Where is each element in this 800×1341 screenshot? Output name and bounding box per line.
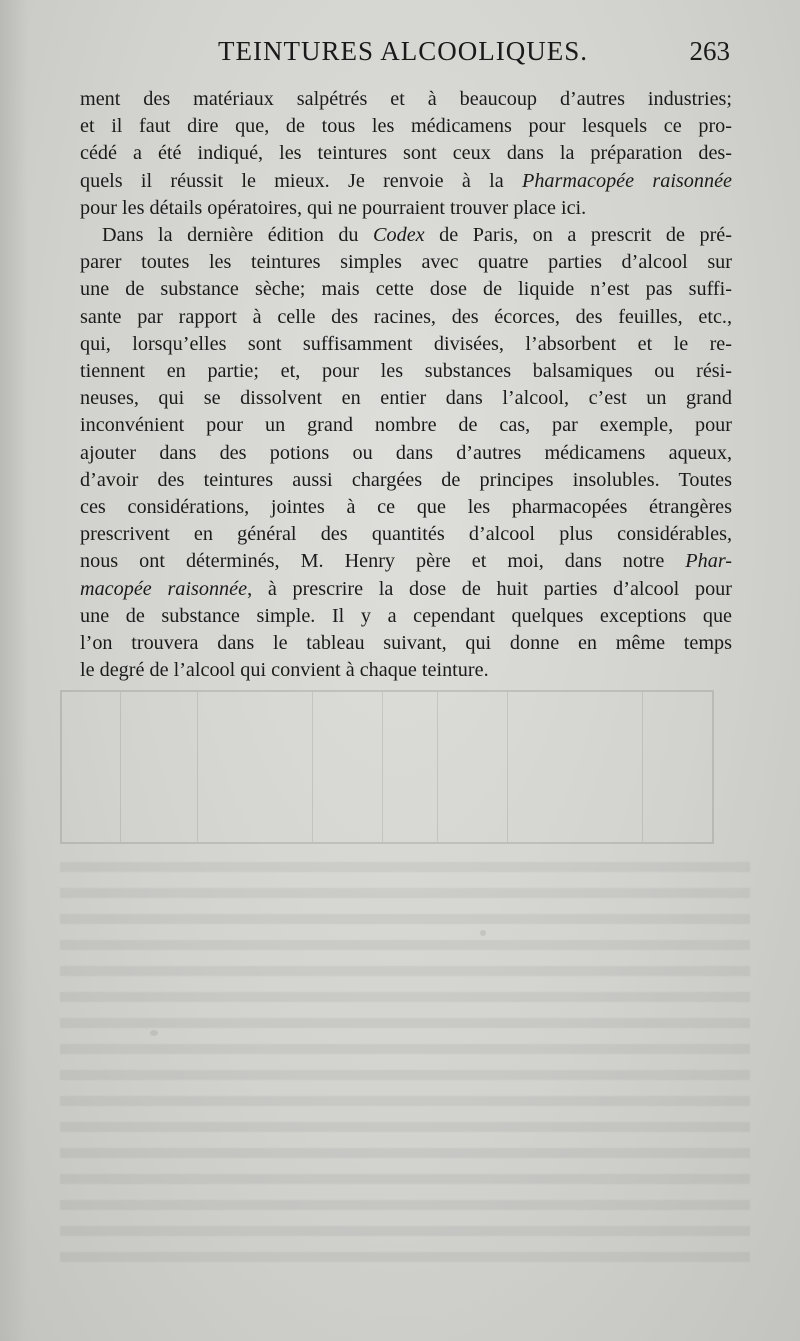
text-line: d’avoir des teintures aussi chargées de principes insolubles. Toutes <box>80 468 732 491</box>
text-line: pour les détails opératoires, qui ne pourraient trouver place ici. <box>80 196 587 219</box>
show-through-rule <box>120 692 121 842</box>
book-title-italic: Pharmacopée raisonnée <box>521 169 732 192</box>
text-fragment: , à prescrire la dose de huit parties d’alcool pour <box>247 577 732 600</box>
book-title-italic: Phar- <box>685 550 732 573</box>
text-line: et il faut dire que, de tous les médicamens pour lesquels ce pro- <box>80 115 732 138</box>
show-through-rule <box>642 692 643 842</box>
text-line: inconvénient pour un grand nombre de cas, par exemple, pour <box>80 414 732 437</box>
text-fragment: quels il réussit le mieux. Je renvoie à la <box>80 169 522 192</box>
show-through-rule <box>382 692 383 842</box>
show-through-text <box>60 850 750 1270</box>
text-line <box>80 222 732 249</box>
text-line <box>80 548 732 575</box>
text-line: une de substance simple. Il y a cependant quelques exceptions que <box>80 604 732 627</box>
text-line: qui, lorsqu’elles sont suffisamment divisées, l’absorbent et le re- <box>80 332 732 355</box>
codex-italic: Codex <box>373 224 425 247</box>
page-gutter-shadow <box>0 0 28 1341</box>
paper-speck <box>150 1030 158 1036</box>
show-through-rule <box>312 692 313 842</box>
text-fragment: Dans la dernière édition du <box>102 224 374 247</box>
show-through-rule <box>437 692 438 842</box>
page-number: 263 <box>689 36 730 66</box>
text-line: prescrivent en général des quantités d’alcool plus considérables, <box>80 523 732 546</box>
text-line: neuses, qui se dissolvent en entier dans l’alcool, c’est un grand <box>80 387 732 410</box>
text-fragment: nous ont déterminés, M. Henry père et moi, dans notre <box>80 550 686 573</box>
text-fragment: de Paris, on a prescrit de pré- <box>424 224 732 247</box>
text-line: ment des matériaux salpétrés et à beaucoup d’autres industries; <box>80 88 732 110</box>
text-line: une de substance sèche; mais cette dose de liquide n’est pas suffi- <box>80 278 732 301</box>
paper-speck <box>480 930 486 936</box>
book-title-italic: macopée raisonnée <box>80 577 248 600</box>
text-line: l’on trouvera dans le tableau suivant, qui donne en même temps <box>80 632 732 655</box>
text-line: le degré de l’alcool qui convient à chaque teinture. <box>80 659 489 682</box>
show-through-rule <box>197 692 198 842</box>
show-through-table <box>60 690 714 844</box>
text-line: ajouter dans des potions ou dans d’autres médicamens aqueux, <box>80 441 732 464</box>
body-text <box>80 86 732 684</box>
text-line: cédé a été indiqué, les teintures sont ceux dans la préparation des- <box>80 142 732 165</box>
show-through-rule <box>507 692 508 842</box>
text-line: ces considérations, jointes à ce que les pharmacopées étrangères <box>80 496 732 519</box>
running-title: TEINTURES ALCOOLIQUES. <box>218 36 588 66</box>
text-line: sante par rapport à celle des racines, des écorces, des feuilles, etc., <box>80 305 732 328</box>
text-line <box>80 576 732 603</box>
text-line <box>80 168 732 195</box>
text-line: tiennent en partie; et, pour les substances balsamiques ou rési- <box>80 360 732 383</box>
text-line: parer toutes les teintures simples avec quatre parties d’alcool sur <box>80 251 732 274</box>
